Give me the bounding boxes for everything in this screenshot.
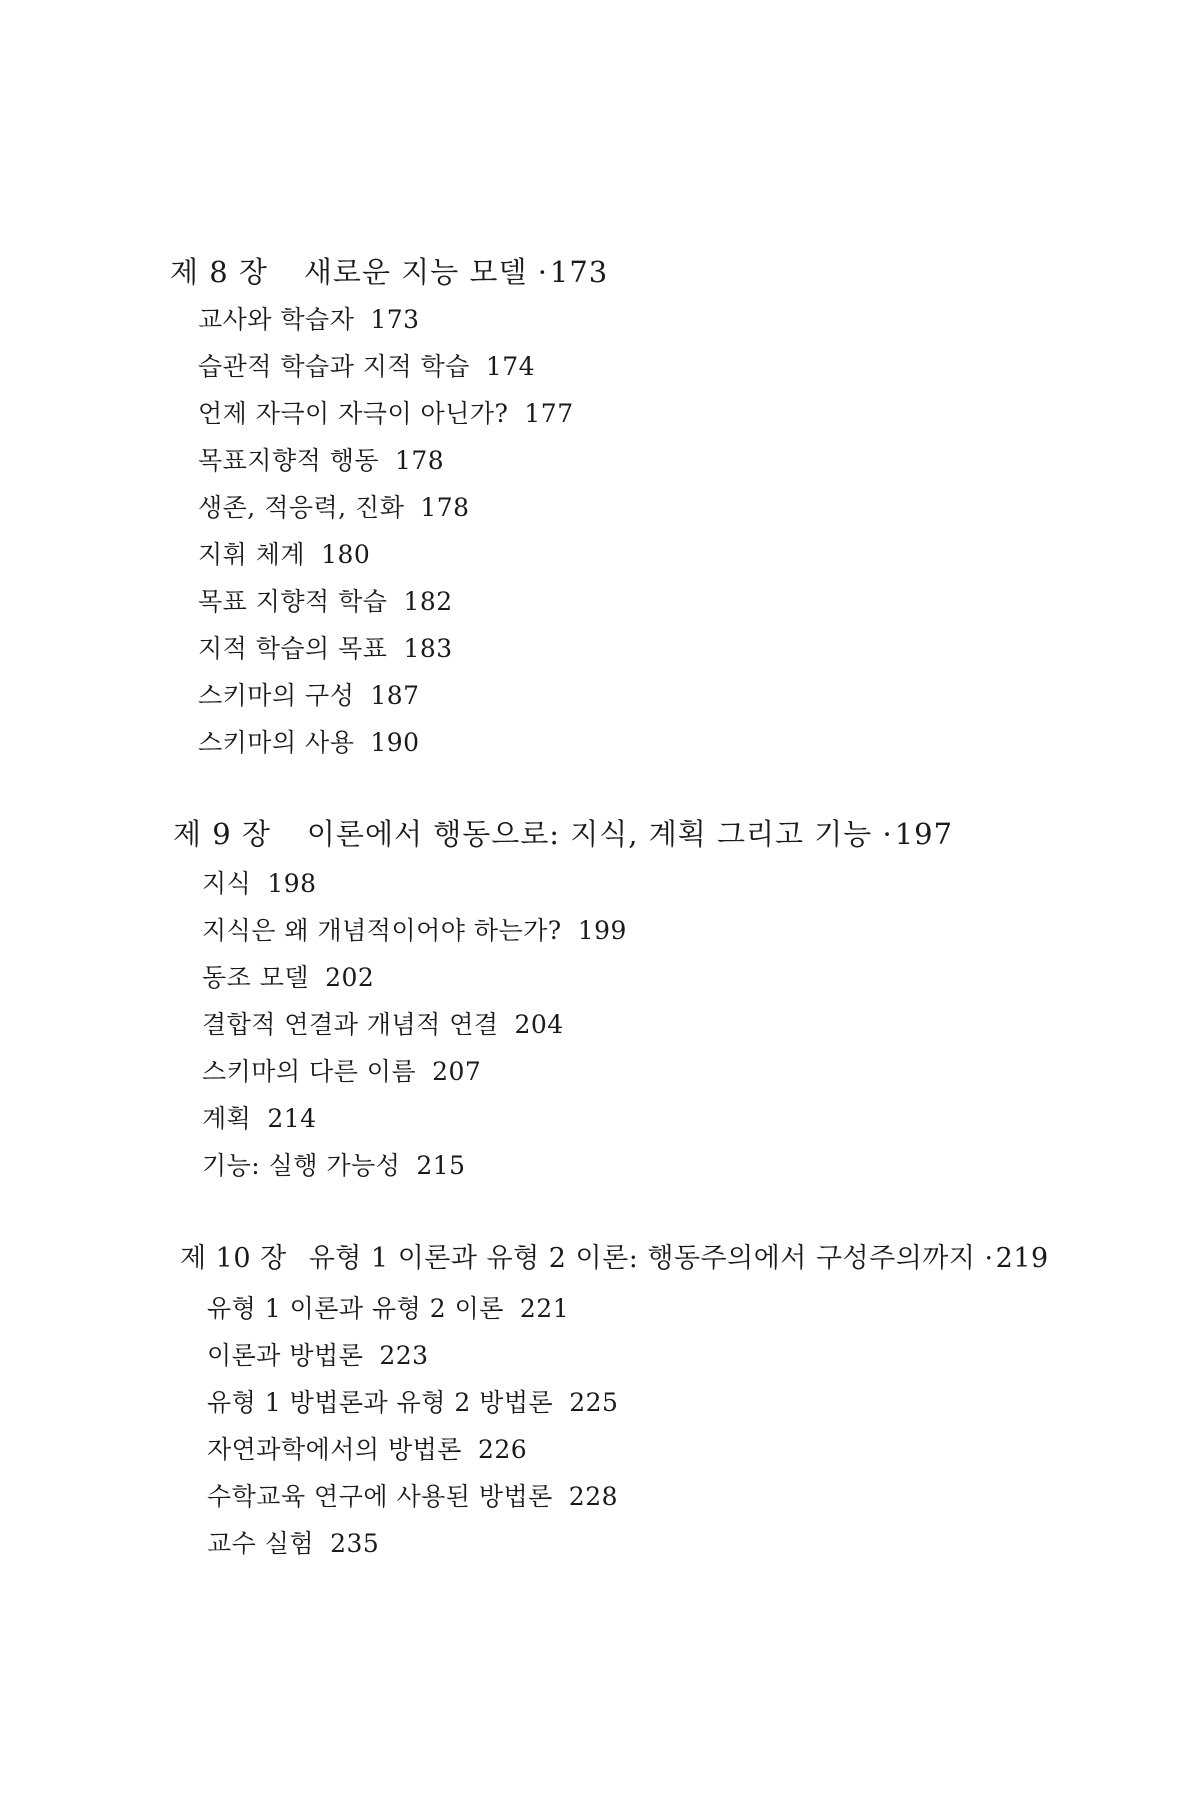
item-text: 유형 1 이론과 유형 2 이론 (207, 1294, 504, 1323)
item-page: 202 (325, 963, 375, 992)
toc-item (198, 723, 420, 759)
toc-item (198, 582, 453, 618)
toc-item (207, 1336, 429, 1372)
chapter-title: 이론에서 행동으로: 지식, 계획 그리고 기능 (306, 817, 873, 851)
toc-item (202, 864, 317, 900)
chapter-heading (173, 812, 953, 853)
item-text: 기능: 실행 가능성 (202, 1151, 401, 1180)
item-text: 지식은 왜 개념적이어야 하는가? (202, 916, 562, 945)
item-text: 수학교육 연구에 사용된 방법론 (207, 1482, 553, 1511)
item-text: 목표 지향적 학습 (198, 587, 388, 616)
item-text: 결합적 연결과 개념적 연결 (202, 1010, 499, 1039)
item-text: 자연과학에서의 방법론 (207, 1435, 462, 1464)
chapter-separator: · (537, 255, 548, 289)
item-text: 스키마의 구성 (198, 681, 355, 710)
toc-item (198, 394, 574, 430)
item-page: 180 (321, 540, 371, 569)
toc-item (198, 300, 420, 336)
toc-item (207, 1289, 569, 1325)
toc-item (198, 535, 370, 571)
item-text: 교사와 학습자 (198, 305, 355, 334)
item-text: 생존, 적응력, 진화 (198, 493, 405, 522)
chapter-heading (180, 1236, 1049, 1275)
toc-item (202, 1099, 317, 1135)
item-page: 199 (577, 916, 627, 945)
item-text: 교수 실험 (207, 1529, 315, 1558)
toc-item (202, 911, 627, 947)
item-page: 190 (370, 728, 420, 757)
item-text: 스키마의 사용 (198, 728, 355, 757)
item-page: 226 (477, 1435, 528, 1464)
chapter-number: 제 8 장 (170, 255, 268, 289)
item-text: 계획 (202, 1104, 252, 1133)
chapter-heading (170, 250, 608, 291)
item-page: 221 (519, 1294, 570, 1323)
toc-item (207, 1524, 379, 1560)
toc-item (207, 1477, 618, 1513)
toc-item (198, 488, 470, 524)
item-page: 223 (379, 1341, 429, 1370)
item-text: 이론과 방법론 (207, 1341, 364, 1370)
chapter-separator: · (882, 817, 893, 851)
item-page: 225 (569, 1388, 619, 1417)
chapter-separator: · (984, 1243, 994, 1274)
item-page: 207 (432, 1057, 482, 1086)
toc-item (202, 958, 374, 994)
item-page: 177 (524, 399, 574, 428)
chapter-title: 유형 1 이론과 유형 2 이론: 행동주의에서 구성주의까지 (308, 1243, 976, 1274)
item-page: 187 (370, 681, 420, 710)
item-page: 228 (568, 1482, 619, 1511)
item-page: 235 (330, 1529, 380, 1558)
item-text: 유형 1 방법론과 유형 2 방법론 (207, 1388, 554, 1417)
item-text: 동조 모델 (202, 963, 310, 992)
item-text: 지식 (202, 869, 252, 898)
item-page: 178 (420, 493, 470, 522)
chapter-page: 173 (549, 255, 609, 289)
item-page: 178 (395, 446, 445, 475)
toc-item (198, 676, 420, 712)
chapter-title: 새로운 지능 모델 (303, 255, 528, 289)
item-page: 215 (416, 1151, 466, 1180)
chapter-number: 제 10 장 (180, 1243, 287, 1274)
toc-item (207, 1383, 618, 1419)
item-text: 언제 자극이 자극이 아닌가? (198, 399, 509, 428)
item-text: 지적 학습의 목표 (198, 634, 388, 663)
item-page: 173 (370, 305, 420, 334)
item-text: 스키마의 다른 이름 (202, 1057, 417, 1086)
toc-item (198, 629, 453, 665)
toc-item (202, 1052, 481, 1088)
item-page: 182 (403, 587, 453, 616)
item-page: 174 (485, 352, 536, 381)
chapter-page: 219 (995, 1243, 1049, 1274)
toc-item (198, 441, 444, 477)
toc-item (202, 1146, 466, 1182)
toc-item (207, 1430, 527, 1466)
item-text: 지휘 체계 (198, 540, 306, 569)
item-page: 214 (267, 1104, 317, 1133)
chapter-number: 제 9 장 (173, 817, 271, 851)
item-page: 198 (267, 869, 317, 898)
toc-item (202, 1005, 564, 1041)
toc-item (198, 347, 535, 383)
item-text: 습관적 학습과 지적 학습 (198, 352, 470, 381)
item-page: 183 (403, 634, 453, 663)
chapter-page: 197 (894, 817, 954, 851)
item-text: 목표지향적 행동 (198, 446, 379, 475)
item-page: 204 (514, 1010, 564, 1039)
